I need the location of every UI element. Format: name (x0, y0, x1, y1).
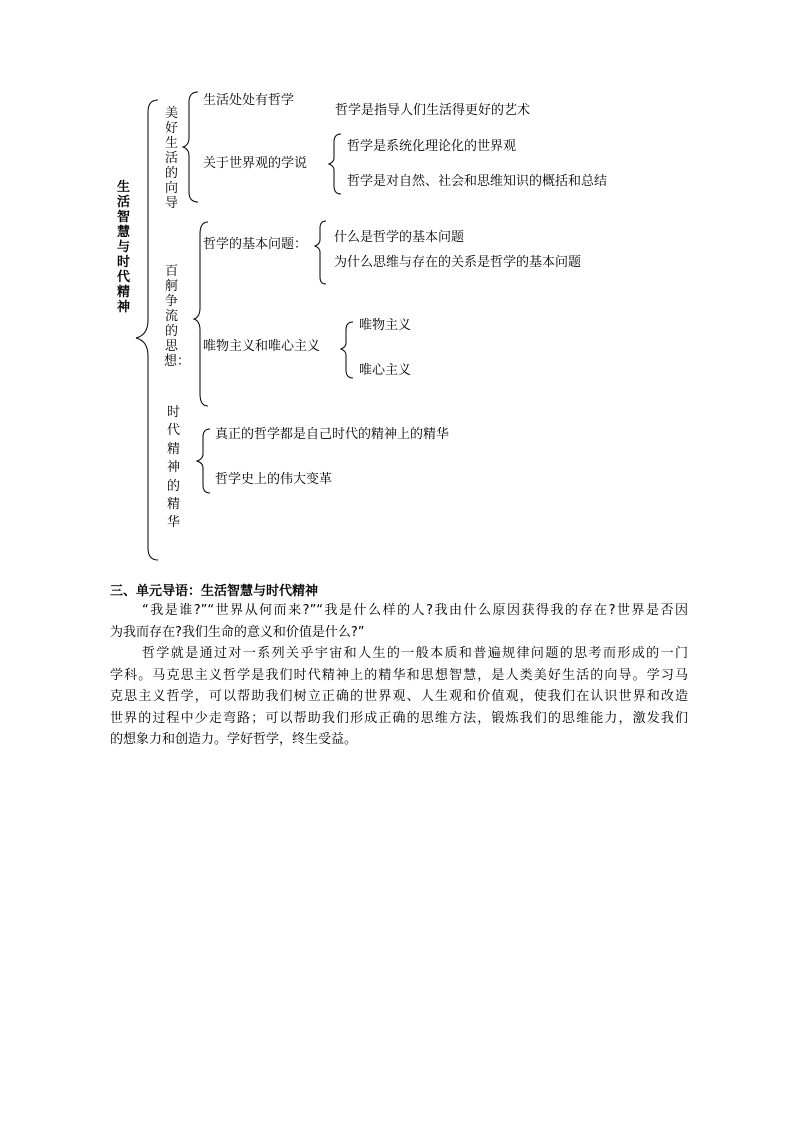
section1-title: 美好生活的向导 (164, 106, 178, 211)
section1-item2-sub1: 哲学是系统化理论化的世界观 (347, 139, 517, 154)
guide-p2-line: 学科。马克思主义哲学是我们时代精神上的精华和思想智慧，是人类美好生活的向导。学习马 (110, 667, 688, 683)
item2-bracket (329, 134, 341, 194)
section2-item1-sub1: 什么是哲学的基本问题 (334, 230, 465, 245)
section2-item2-sub2: 唯心主义 (359, 363, 412, 378)
section2-title: 百舸争流的思想： (164, 264, 191, 369)
guide-paragraph-1 (110, 600, 688, 643)
outline-root-title: 生活智慧与时代精神 (116, 180, 130, 315)
guide-p2-line: 哲学就是通过对一系列关乎宇宙和人生的一般本质和普遍规律问题的思考而形成的一门 (142, 646, 688, 661)
section3-bracket (197, 429, 210, 493)
section2-item2-sub1: 唯物主义 (359, 318, 412, 333)
guide-heading: 三、单元导语：生活智慧与时代精神 (110, 584, 319, 599)
guide-paragraph-2 (110, 643, 688, 751)
section3-title: 时代精神的精华 (166, 405, 180, 531)
guide-p1-line: 为我而存在?我们生命的意义和价值是什么?” (110, 624, 365, 640)
root-bracket (136, 100, 158, 560)
section1-item2: 关于世界观的学说 (203, 156, 308, 171)
section2-item1-sub2: 为什么思维与存在的关系是哲学的基本问题 (334, 255, 582, 270)
guide-p1-line: “我是谁?”“世界从何而来?”“我是什么样的人?我由什么原因获得我的存在?世界是否因 (142, 603, 688, 618)
guide-p2-line: 克思主义哲学，可以帮助我们树立正确的世界观、人生观和价值观，使我们在认识世界和改造 (110, 689, 688, 704)
section3-item2: 哲学史上的伟大变革 (215, 472, 333, 487)
section1-bracket (183, 92, 198, 202)
section1-item2-sub2: 哲学是对自然、社会和思维知识的概括和总结 (347, 174, 608, 189)
guide-p2-line: 世界的过程中少走弯路；可以帮助我们形成正确的思维方法，锻炼我们的思维能力，激发我们 (110, 710, 688, 726)
guide-p2-line: 的想象力和创造力。学好哲学，终生受益。 (110, 732, 358, 747)
materialism-bracket (341, 322, 353, 378)
section3-item1: 真正的哲学都是自己时代的精神上的精华 (215, 427, 450, 442)
basic-problem-bracket (315, 221, 326, 284)
section1-item1: 生活处处有哲学 (203, 93, 295, 108)
section2-item2: 唯物主义和唯心主义 (203, 339, 321, 354)
section1-item1-note: 哲学是指导人们生活得更好的艺术 (335, 103, 531, 118)
section2-item1: 哲学的基本问题： (203, 237, 308, 252)
